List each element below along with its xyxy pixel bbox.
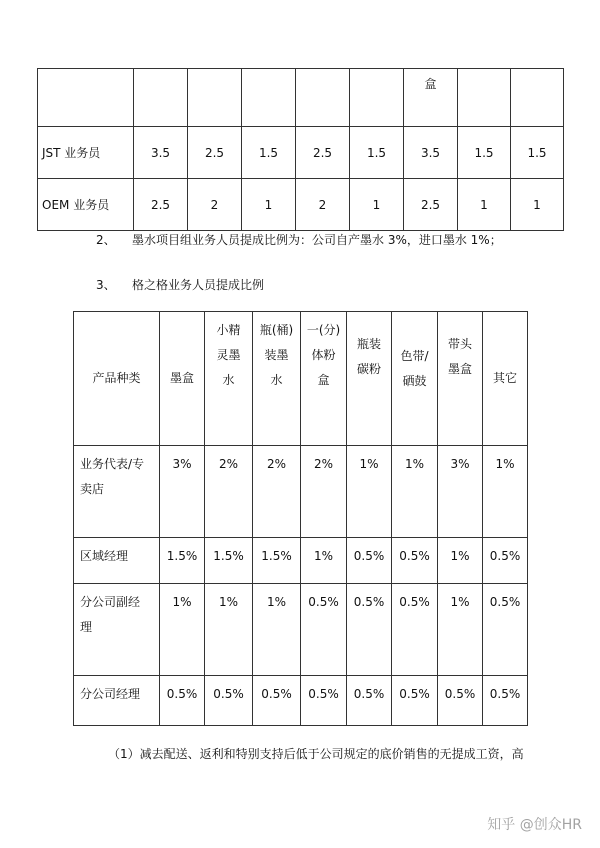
table-cell: 2% [205, 446, 253, 538]
table-cell: 1 [350, 179, 404, 231]
table-cell: 0.5% [483, 538, 528, 584]
row-label: 分公司经理 [74, 676, 160, 726]
paragraph-3 [96, 276, 264, 293]
table-row [74, 676, 528, 726]
table-cell [296, 69, 350, 127]
table-cell: 0.5% [392, 584, 438, 676]
table-cell: 2 [188, 179, 242, 231]
table-cell: 3.5 [404, 127, 458, 179]
paragraph-2 [96, 231, 502, 248]
header-cell: 小精 灵墨 水 [205, 312, 253, 446]
table-cell: 0.5% [253, 676, 301, 726]
header-cell: 瓶装 碳粉 [347, 312, 392, 446]
table-cell: 1 [511, 179, 564, 231]
table-cell: 1.5 [350, 127, 404, 179]
table-cell: 2.5 [404, 179, 458, 231]
paragraph-text: 墨水项目组业务人员提成比例为：公司自产墨水 3%，进口墨水 1%； [132, 233, 502, 247]
header-cell: 产品种类 [74, 312, 160, 446]
table-cell: 0.5% [347, 584, 392, 676]
table-cell: 2% [253, 446, 301, 538]
table-cell: 2 [296, 179, 350, 231]
header-cell: 色带/ 硒鼓 [392, 312, 438, 446]
table-cell: 1% [392, 446, 438, 538]
table-row [74, 446, 528, 538]
table-header-row [74, 312, 528, 446]
paragraph-number: 2、 [96, 233, 116, 247]
table-cell: 1.5 [458, 127, 511, 179]
paragraph-text: 格之格业务人员提成比例 [132, 278, 265, 292]
table-cell: 1% [205, 584, 253, 676]
table-cell: 0.5% [160, 676, 205, 726]
table-cell: 3.5 [134, 127, 188, 179]
table-cell: 0.5% [347, 538, 392, 584]
table-cell [188, 69, 242, 127]
table-cell: 1.5% [160, 538, 205, 584]
row-label: 分公司副经 理 [74, 584, 160, 676]
header-cell: 瓶(桶) 装墨 水 [253, 312, 301, 446]
row-label: 业务代表/专 卖店 [74, 446, 160, 538]
table-cell: 0.5% [205, 676, 253, 726]
table-cell: 1 [458, 179, 511, 231]
table-cell: 1.5 [242, 127, 296, 179]
table-cell: 2% [301, 446, 347, 538]
table-row [38, 127, 564, 179]
table-cell: 0.5% [483, 584, 528, 676]
table-cell: 0.5% [392, 676, 438, 726]
table-cell: 1 [242, 179, 296, 231]
header-cell: 一(分) 体粉 盒 [301, 312, 347, 446]
table-cell: 1% [160, 584, 205, 676]
table-cell: 3% [438, 446, 483, 538]
header-cell: 墨盒 [160, 312, 205, 446]
table-cell: 3% [160, 446, 205, 538]
table-cell: 2.5 [134, 179, 188, 231]
commission-table-2 [73, 311, 528, 726]
table-cell: 1% [438, 584, 483, 676]
footnote: （1）减去配送、返利和特别支持后低于公司规定的底价销售的无提成工资，高 [108, 747, 524, 761]
table-cell: 2.5 [296, 127, 350, 179]
table-row [74, 538, 528, 584]
table-cell: 1.5 [511, 127, 564, 179]
commission-table-1 [37, 68, 564, 231]
table-cell [511, 69, 564, 127]
table-cell [458, 69, 511, 127]
table-cell: 0.5% [301, 584, 347, 676]
table-row [38, 69, 564, 127]
table-cell: 0.5% [347, 676, 392, 726]
table-cell: 1% [438, 538, 483, 584]
table-cell: 0.5% [392, 538, 438, 584]
header-cell: 其它 [483, 312, 528, 446]
table-cell [350, 69, 404, 127]
table-cell: 1% [301, 538, 347, 584]
table-cell: 1.5% [253, 538, 301, 584]
row-label: OEM 业务员 [38, 179, 134, 231]
table-cell: 0.5% [301, 676, 347, 726]
table-cell: 0.5% [483, 676, 528, 726]
table-cell: 0.5% [438, 676, 483, 726]
table-row [38, 179, 564, 231]
header-cell: 带头 墨盒 [438, 312, 483, 446]
row-label: JST 业务员 [38, 127, 134, 179]
table-row [74, 584, 528, 676]
row-label: 区域经理 [74, 538, 160, 584]
row-label [38, 69, 134, 127]
table-cell: 2.5 [188, 127, 242, 179]
table-cell: 1% [483, 446, 528, 538]
table-cell [134, 69, 188, 127]
table-cell: 1% [347, 446, 392, 538]
table-cell: 盒 [404, 69, 458, 127]
table-cell: 1.5% [205, 538, 253, 584]
table-cell: 1% [253, 584, 301, 676]
watermark: 知乎 @创众HR [487, 817, 582, 833]
table-cell [242, 69, 296, 127]
paragraph-number: 3、 [96, 278, 116, 292]
